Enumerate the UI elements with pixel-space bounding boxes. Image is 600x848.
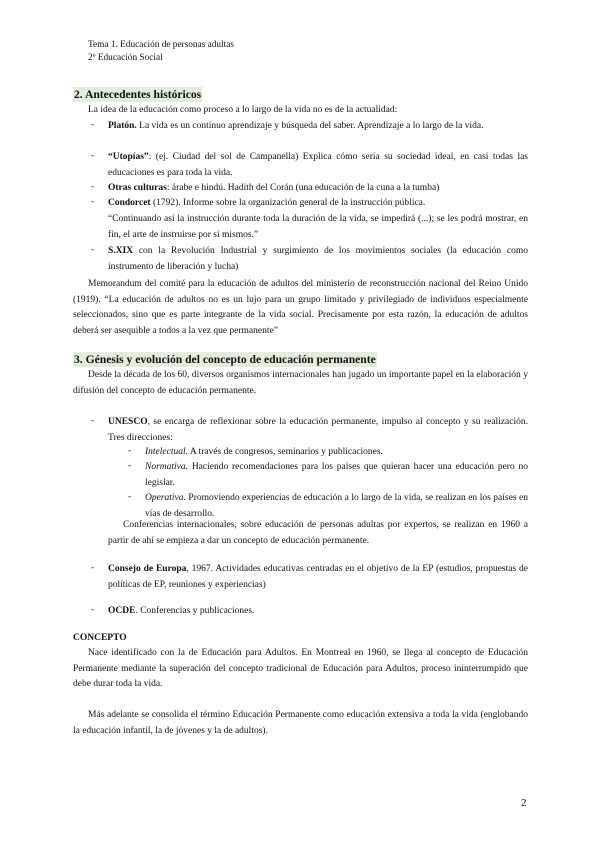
- concepto-paragraph-2: Más adelante se consolida el término Educación Permanente como educación extensiva a toda la vida (englobando la educación infantil, la de jóvenes y la de adultos).: [73, 710, 528, 736]
- item-term: S.XIX: [108, 246, 134, 256]
- header-group: 2º Educación Social: [88, 53, 163, 63]
- document-page: Tema 1. Educación de personas adultas 2º Educación Social 2. Antecedentes históricos La idea de la educación como proceso a lo largo de la vida no es de la actualidad: - Platón. La vida es un continuo aprendizaje y búsqueda del saber. Aprendizaje a lo largo de la vida. - “Utopías”: (ej. Ciudad del sol de Campanella) Explica cómo sería su sociedad ideal, en casi todas las educaciones es para toda la vida. - Otras culturas: árabe e hindú. Hadith del Corán (una educación de la cuna a la tumba) - Condorcet (1792). Informe sobre la organización general de la instrucción pública. “Continuando así la instrucción durante toda la duración de la vida, se impedirá (...); se les podrá mostrar, en fin, el arte de instruirse por sí mismos.” - S.XIX con la Revolución Industrial y surgimiento de los movimientos sociales (la educación como instrumento de liberación y lucha) Memorandum del comité para la educación de adultos del ministerio de reconstrucción nacional del Reino Unido (1919). “La educación de adultos no es un lujo para un grupo limitado y privilegiado de individuos especialmente seleccionados, sino que es parte integrante de la vida social. Precisamente por esta razón, la educación de adultos deberá ser asequible a todos a la vez que permanente” 3. Génesis y evolución del concepto de educación permanente Desde la década de los 60, diversos organismos internacionales han jugado un importante papel en la elaboración y difusión del concepto de educación permanente. - UNESCO, se encarga de reflexionar sobre la educación permanente, impulso al concepto y su realización. Tres direcciones: - Intelectual. A través de congresos, seminarios y publicaciones. - Normativa. Haciendo recomendaciones para los países que quieran hacer una educación pero no legislar. - Operativa. Promoviendo experiencias de educación a lo largo de la vida, se realizan en los países en vías de desarrollo. Conferencias internacionales, sobre educación de personas adultas por expertos, se realizan en 1960 a partir de ahí se empieza a dar un concepto de educación permanente. - Consejo de Europa, 1967. Actividades educativas centradas en el objetivo de la EP (estudios, propuestas de políticas de EP, reuniones y experiencias) - OCDE. Conferencias y publicaciones. CONCEPTO Nace identificado con la de Educación para Adultos. En Montreal en 1960, se llega al concepto de Educación Permanente mediante la superación del concepto tradicional de Educación para Adultos, proceso ininterrumpido que debe durar toda la vida. Más adelante se consolida el término Educación Permanente como educación extensiva a toda la vida (englobando la educación infantil, la de jóvenes y la de adultos). 2: [0, 0, 600, 848]
- conferences-paragraph: Conferencias internacionales, sobre educación de personas adultas por expertos, se realizan en 1960 a partir de ahí se empieza a dar un concepto de educación permanente.: [108, 520, 528, 546]
- condorcet-quote: “Continuando así la instrucción durante toda la duración de la vida, se impedirá (...); se les podrá mostrar, en fin, el arte de instruirse por sí mismos.”: [108, 214, 528, 240]
- item-term: Otras culturas: [108, 183, 167, 193]
- page-number: 2: [521, 797, 527, 809]
- direction-term: Operativa.: [145, 493, 186, 503]
- concepto-heading: CONCEPTO: [73, 633, 127, 643]
- item-term: Condorcet: [108, 198, 151, 208]
- section-2-title: 2. Antecedentes históricos: [74, 88, 202, 101]
- section-3-title: 3. Génesis y evolución del concepto de educación permanente: [74, 353, 376, 366]
- direction-term: Normativa.: [145, 462, 189, 472]
- item-term: Consejo de Europa: [108, 564, 187, 574]
- memorandum-paragraph: Memorandum del comité para la educación de adultos del ministerio de reconstrucción nacional del Reino Unido (1919). “La educación de adultos no es un lujo para un grupo limitado y privilegiado de individuos especialmente seleccionados, sino que es parte integrante de la vida social. Precisamente por esta razón, la educación de adultos deberá ser asequible a todos a la vez que permanente”: [73, 279, 528, 336]
- section-3-intro: Desde la década de los 60, diversos organismos internacionales han jugado un importante papel en la elaboración y difusión del concepto de educación permanente.: [73, 370, 528, 396]
- item-term: UNESCO: [108, 417, 148, 427]
- section-2-intro: La idea de la educación como proceso a lo largo de la vida no es de la actualidad:: [88, 105, 398, 115]
- concepto-paragraph-1: Nace identificado con la de Educación para Adultos. En Montreal en 1960, se llega al concepto de Educación Permanente mediante la superación del concepto tradicional de Educación para Adultos, proceso ininterrumpido que debe durar toda la vida.: [73, 648, 528, 690]
- item-term: OCDE: [108, 606, 136, 616]
- direction-term: Intelectual.: [145, 447, 188, 457]
- item-term: “Utopías”: [108, 152, 149, 162]
- header-course: Tema 1. Educación de personas adultas: [88, 40, 234, 50]
- item-term: Platón.: [108, 121, 137, 131]
